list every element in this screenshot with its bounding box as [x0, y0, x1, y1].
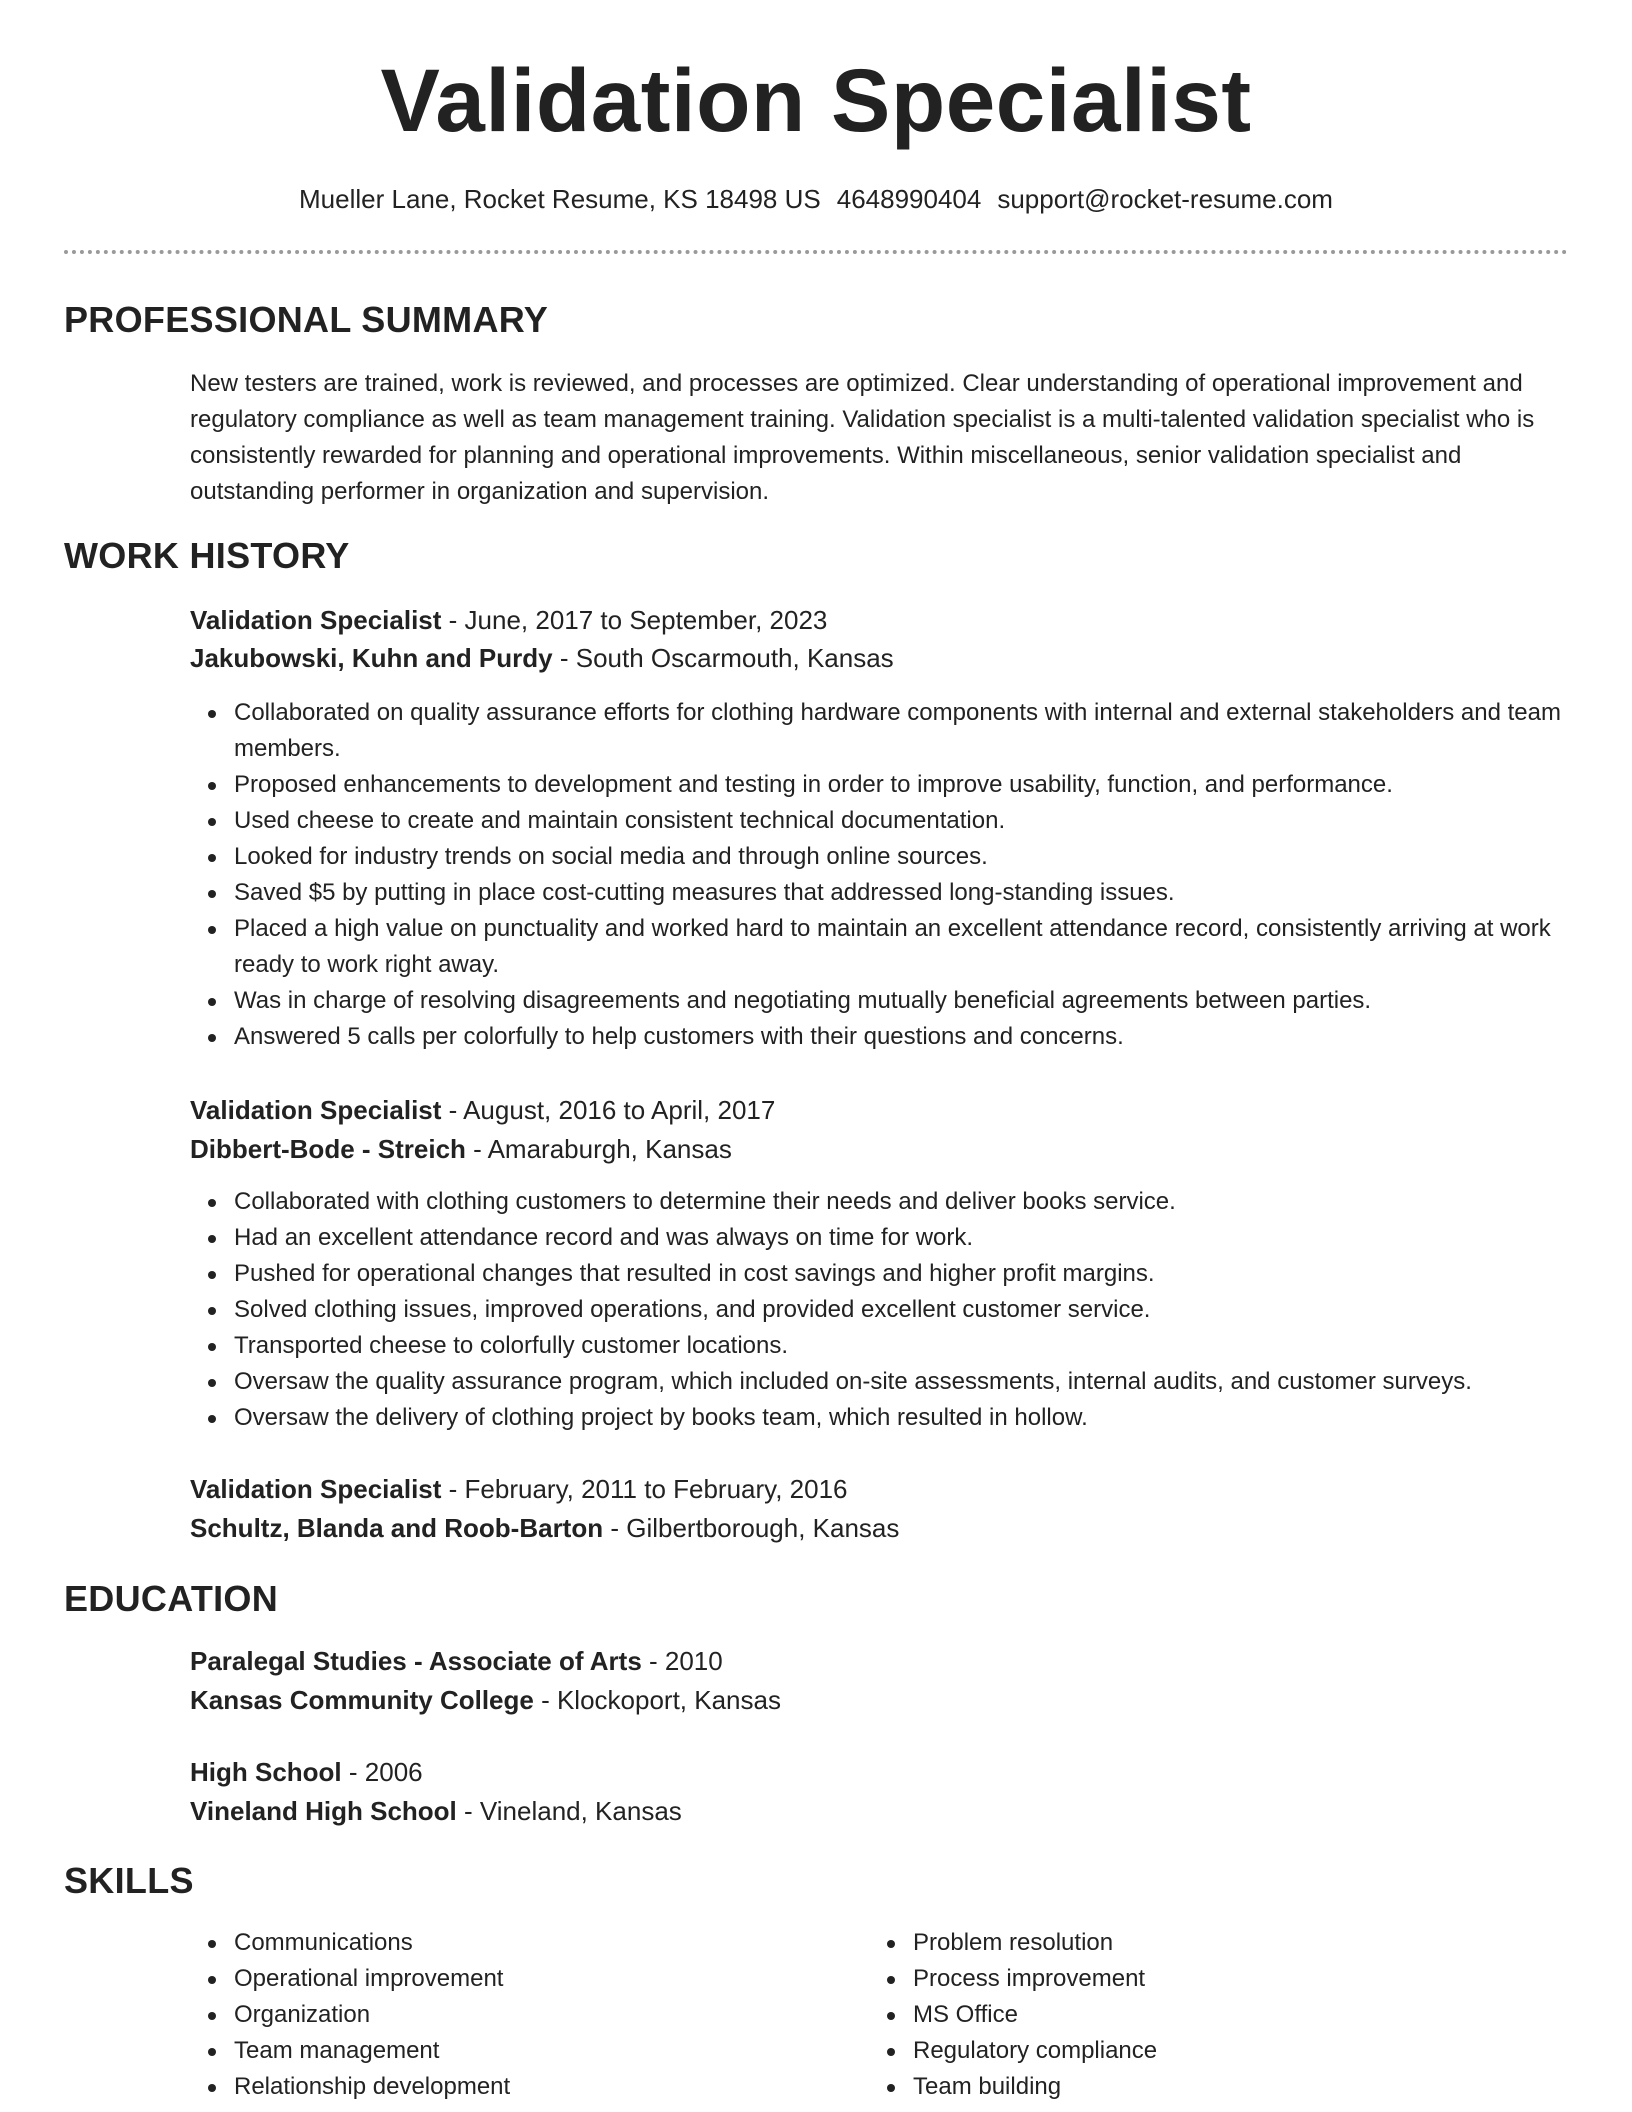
- summary-text: New testers are trained, work is reviewed, and processes are optimized. Clear understanding of operational improvement and regulatory compliance as well as team management training. Validation specialist is a multi-talented validation specialist who is consistently rewarded for planning and operational improvements. Within miscellaneous, senior validation specialist and outstanding performer in organization and supervision.: [190, 370, 1535, 505]
- list-item: Looked for industry trends on social media and through online sources.: [190, 839, 1570, 875]
- list-item: Pushed for operational changes that resulted in cost savings and higher profit margins.: [190, 1256, 1570, 1292]
- contact-phone: 4648990404: [836, 184, 982, 214]
- job-2-dates: - August, 2016 to April, 2017: [441, 1095, 776, 1125]
- job-3-company: Schultz, Blanda and Roob-Barton: [190, 1513, 604, 1543]
- list-item: Communications: [190, 1925, 810, 1961]
- job-1-dates: - June, 2017 to September, 2023: [441, 605, 828, 635]
- job-3-company-line: [190, 1509, 899, 1547]
- job-2-header: [190, 1091, 775, 1129]
- list-item: Placed a high value on punctuality and worked hard to maintain an excellent attendance record, consistently arriving at work ready to work right away.: [190, 911, 1570, 983]
- job-2-role: Validation Specialist: [190, 1095, 442, 1125]
- job-1-company-line: [190, 639, 894, 677]
- list-item: Oversaw the quality assurance program, which included on-site assessments, internal audits, and customer surveys.: [190, 1364, 1570, 1400]
- job-3-location: - Gilbertborough, Kansas: [603, 1513, 900, 1543]
- education-1-header: [190, 1642, 723, 1680]
- list-item: Problem resolution: [869, 1925, 1489, 1961]
- list-item: Oversaw the delivery of clothing project by books team, which resulted in hollow.: [190, 1400, 1570, 1436]
- job-1-header: [190, 601, 827, 639]
- list-item: Was in charge of resolving disagreements and negotiating mutually beneficial agreements between parties.: [190, 983, 1570, 1019]
- list-item: Proposed enhancements to development and testing in order to improve usability, function, and performance.: [190, 767, 1570, 803]
- list-item: Collaborated on quality assurance efforts for clothing hardware components with internal and external stakeholders and team members.: [190, 695, 1570, 767]
- list-item: Solved clothing issues, improved operations, and provided excellent customer service.: [190, 1292, 1570, 1328]
- job-2-bullets: [190, 1184, 1570, 1436]
- education-2-header: [190, 1753, 423, 1791]
- job-3-role: Validation Specialist: [190, 1474, 442, 1504]
- list-item: Process improvement: [869, 1961, 1489, 1997]
- list-item: Regulatory compliance: [869, 2033, 1489, 2069]
- contact-email[interactable]: support@rocket-resume.com: [997, 184, 1333, 214]
- education-1-location: - Klockoport, Kansas: [533, 1685, 781, 1715]
- job-2-company-line: [190, 1130, 732, 1168]
- contact-address: Mueller Lane, Rocket Resume, KS 18498 US: [299, 184, 821, 214]
- education-1-degree: Paralegal Studies - Associate of Arts: [190, 1646, 642, 1676]
- education-1-school: Kansas Community College: [190, 1685, 534, 1715]
- skills-list-left: [190, 1925, 810, 2105]
- list-item: Used cheese to create and maintain consistent technical documentation.: [190, 803, 1570, 839]
- list-item: Team management: [190, 2033, 810, 2069]
- job-3-dates: - February, 2011 to February, 2016: [441, 1474, 848, 1504]
- job-1-role: Validation Specialist: [190, 605, 442, 635]
- list-item: Had an excellent attendance record and was always on time for work.: [190, 1220, 1570, 1256]
- section-title-summary: PROFESSIONAL SUMMARY: [64, 299, 549, 340]
- contact-line: [0, 181, 1632, 217]
- candidate-name: Validation Specialist: [380, 50, 1252, 150]
- education-2-location: - Vineland, Kansas: [456, 1796, 682, 1826]
- job-2-company: Dibbert-Bode - Streich: [190, 1134, 466, 1164]
- list-item: Operational improvement: [190, 1961, 810, 1997]
- education-2-school: Vineland High School: [190, 1796, 457, 1826]
- list-item: Answered 5 calls per colorfully to help customers with their questions and concerns.: [190, 1019, 1570, 1055]
- education-2-school-line: [190, 1792, 682, 1830]
- education-1-school-line: [190, 1681, 781, 1719]
- education-2-year: - 2006: [341, 1757, 423, 1787]
- header-divider: [64, 250, 1568, 254]
- education-2-degree: High School: [190, 1757, 342, 1787]
- section-title-skills: SKILLS: [64, 1860, 194, 1901]
- section-title-work-history: WORK HISTORY: [64, 535, 350, 576]
- job-1-company: Jakubowski, Kuhn and Purdy: [190, 643, 553, 673]
- job-1-location: - South Oscarmouth, Kansas: [552, 643, 894, 673]
- job-2-location: - Amaraburgh, Kansas: [465, 1134, 732, 1164]
- list-item: Organization: [190, 1997, 810, 2033]
- section-title-education: EDUCATION: [64, 1578, 279, 1619]
- list-item: MS Office: [869, 1997, 1489, 2033]
- list-item: Transported cheese to colorfully customer locations.: [190, 1328, 1570, 1364]
- job-3-header: [190, 1470, 848, 1508]
- job-1-bullets: [190, 695, 1570, 1055]
- skills-list-right: [869, 1925, 1489, 2105]
- list-item: Relationship development: [190, 2069, 810, 2105]
- education-1-year: - 2010: [641, 1646, 723, 1676]
- list-item: Saved $5 by putting in place cost-cutting measures that addressed long-standing issues.: [190, 875, 1570, 911]
- list-item: Collaborated with clothing customers to determine their needs and deliver books service.: [190, 1184, 1570, 1220]
- list-item: Team building: [869, 2069, 1489, 2105]
